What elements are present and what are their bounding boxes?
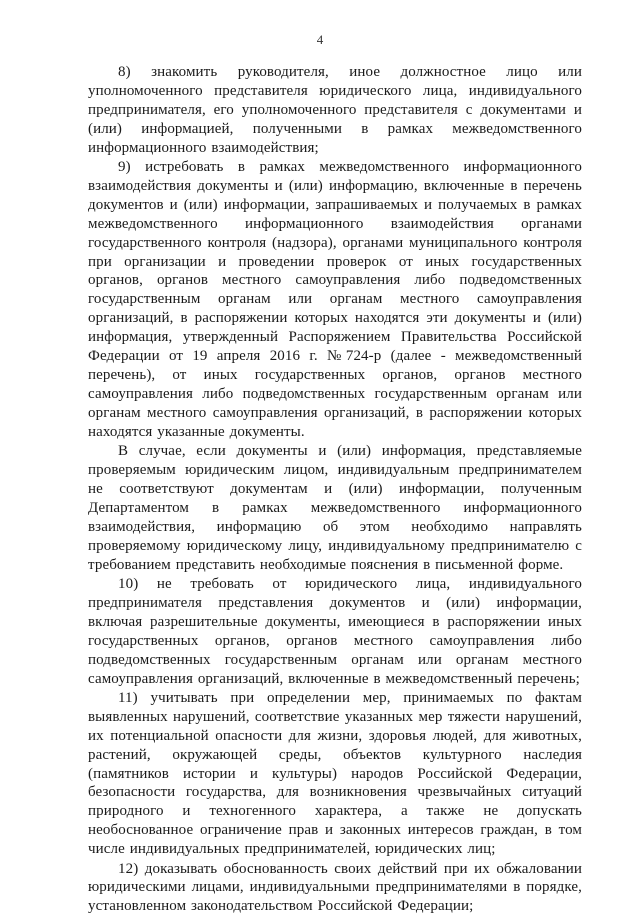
document-body	[88, 63, 582, 916]
paragraph-discrepancy-note: В случае, если документы и (или) информация, представляемые проверяемым юридическим лицом, индивидуальным предпринимателем не соответствуют документам и (или) информации, полученным Департаментом в рамках межведомственного информационного взаимодействия, информацию об этом необходимо направлять проверяемому юридическому лицу, индивидуальному предпринимателю с требованием представить необходимые пояснения в письменной форме.	[88, 443, 582, 573]
paragraph-item-10: 10) не требовать от юридического лица, индивидуального предпринимателя представления документов и (или) информации, включая разрешительные документы, имеющиеся в распоряжении иных государственных органов, органов местного самоуправления либо подведомственных государственным органам или органам местного самоуправления организаций, включенные в межведомственный перечень;	[88, 575, 582, 687]
paragraph-item-9: 9) истребовать в рамках межведомственного информационного взаимодействия документы и (или) информацию, включенные в перечень документов и (или) информации, запрашиваемых и получаемых в рамках межведомственного информационного взаимодействия органами государственного контроля (надзора), органами муниципального контроля при организации и проведении проверок от иных государственных органов, органов местного самоуправления либо подведомственных государственным органам или органам местного самоуправления организаций, в распоряжении которых находятся эти документы и (или) информация, утвержденный Распоряжением Правительства Российской Федерации от 19 апреля 2016 г. №724-р (далее - межведомственный перечень), от иных государственных органов, органов местного самоуправления либо подведомственных государственным органам или органам местного самоуправления организаций, в распоряжении которых находятся указанные документы.	[88, 159, 582, 440]
page-number: 4	[316, 32, 324, 47]
paragraph-item-11: 11) учитывать при определении мер, принимаемых по фактам выявленных нарушений, соответствие указанных мер тяжести нарушений, их потенциальной опасности для жизни, здоровья людей, для животных, растений, окружающей среды, объектов культурного наследия (памятников истории и культуры) народов Российской Федерации, безопасности государства, для возникновения чрезвычайных ситуаций природного и техногенного характера, а также не допускать необоснованное ограничение прав и законных интересов граждан, в том числе индивидуальных предпринимателей, юридических лиц;	[88, 689, 582, 858]
paragraph-item-12: 12) доказывать обоснованность своих действий при их обжаловании юридическими лицами, индивидуальными предпринимателями в порядке, установленном законодательством Российской Федерации;	[88, 860, 582, 915]
paragraph-item-8: 8) знакомить руководителя, иное должностное лицо или уполномоченного представителя юридического лица, индивидуального предпринимателя, его уполномоченного представителя с документами и (или) информацией, полученными в рамках межведомственного информационного взаимодействия;	[88, 64, 582, 156]
